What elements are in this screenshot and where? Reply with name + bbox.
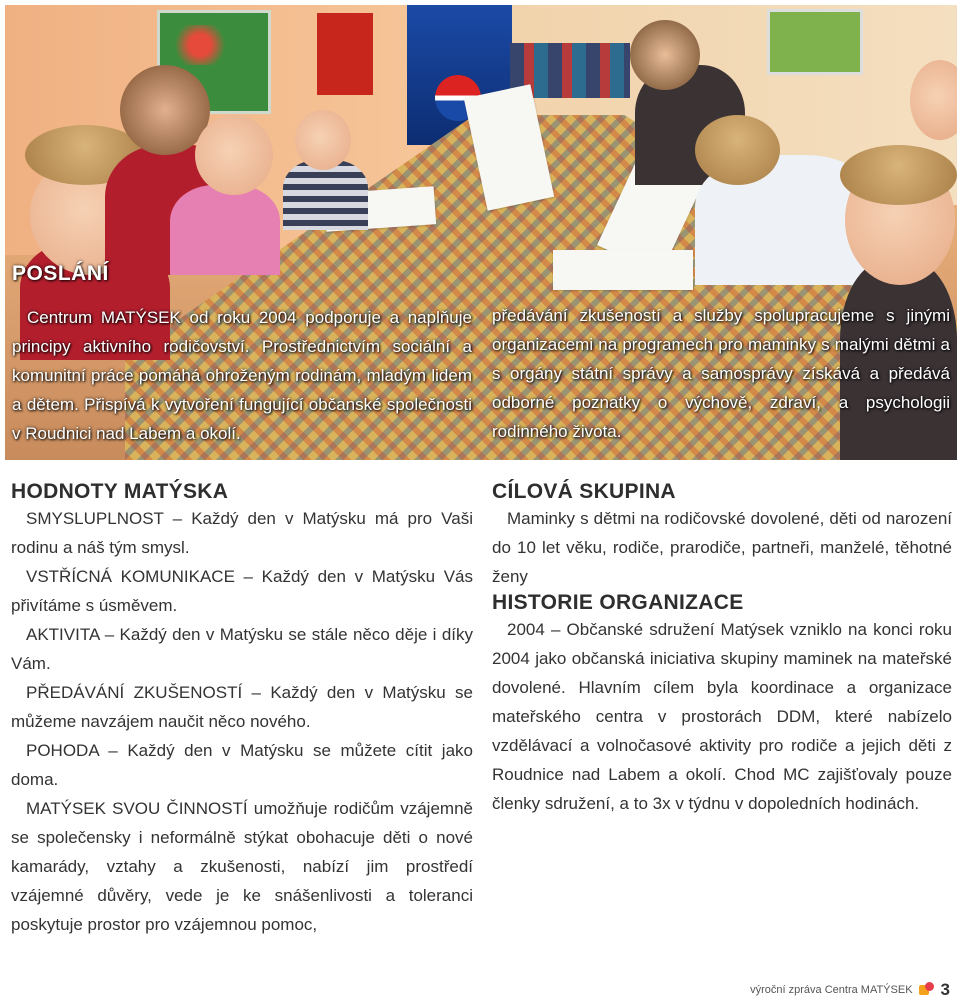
poslani-text-right: předávání zkušeností a služby spolupracujeme s jinými organizacemi na programech pro maminky s malými dětmi a s orgány státní správy a samosprávy získává a předává odborné poznatky o výchově, zdraví, a psychologii rodinného života. (492, 306, 950, 441)
footer-text: výroční zpráva Centra MATÝSEK (750, 984, 913, 996)
photo-paper (553, 250, 693, 290)
photo-child-body (283, 160, 368, 230)
hodnoty-item: POHODA – Každý den v Matýsku se můžete cítit jako doma. (11, 741, 473, 789)
page-number: 3 (940, 980, 950, 999)
photo-red-cabinet (317, 13, 373, 95)
cilova-text: Maminky s dětmi na rodičovské dovolené, děti od narození do 10 let věku, rodiče, prarodiče, partneři, manželé, těhotné ženy (492, 509, 952, 586)
poslani-text-left: Centrum MATÝSEK od roku 2004 podporuje a naplňuje principy aktivního rodičovství. Prostřednictvím sociální a komunitní práce pomáhá ohroženým rodinám, mladým lidem a dětem. Přispívá k vytvoření fungující občanské společnosti v Roudnici nad Labem a okolí. (12, 308, 472, 443)
photo-child-hair (840, 145, 957, 205)
photo-child-head (295, 110, 351, 170)
photo-child-body (170, 185, 280, 275)
historie-heading: HISTORIE ORGANIZACE (492, 591, 744, 614)
page-footer (750, 980, 950, 1000)
hodnoty-paragraph: MATÝSEK SVOU ČINNOSTÍ umožňuje rodičům vzájemně se společensky i neformálně stýkat obohacuje děti o nové kamarády, vztahy a zkušenosti, nabízí jim prostředí vzájemné důvěry, vede je ke snášenlivosti a toleranci poskytuje prostor pro vzájemnou pomoc, (11, 799, 473, 934)
hodnoty-item: SMYSLUPLNOST – Každý den v Matýsku má pro Vaši rodinu a náš tým smysl. (11, 509, 473, 557)
hodnoty-heading: HODNOTY MATÝSKA (11, 480, 229, 503)
right-column (492, 480, 952, 818)
photo-child-head (195, 115, 273, 195)
left-column (11, 480, 473, 939)
matysek-logo-icon (919, 982, 935, 998)
hodnoty-item: PŘEDÁVÁNÍ ZKUŠENOSTÍ – Každý den v Matýsku se můžeme navzájem naučit něco nového. (11, 683, 473, 731)
photo-poster-right (767, 9, 863, 75)
cilova-heading: CÍLOVÁ SKUPINA (492, 480, 676, 503)
photo-child-head (695, 115, 780, 185)
photo-adult-head (630, 20, 700, 90)
hodnoty-item: AKTIVITA – Každý den v Matýsku se stále něco děje i díky Vám. (11, 625, 473, 673)
hodnoty-item: VSTŘÍCNÁ KOMUNIKACE – Každý den v Matýsku Vás přivítáme s úsměvem. (11, 567, 473, 615)
poslani-heading: POSLÁNÍ (12, 262, 109, 285)
historie-text: 2004 – Občanské sdružení Matýsek vzniklo na konci roku 2004 jako občanská iniciativa skupiny maminek na mateřské dovolené. Hlavním cílem byla koordinace a organizace mateřského centra v prostorách DDM, které nabízelo vzdělávací a volnočasové aktivity pro rodiče a jejich děti z Roudnice nad Labem a okolí. Chod MC zajišťovaly pouze členky sdružení, a to 3x v týdnu v dopoledních hodinách. (492, 620, 952, 813)
